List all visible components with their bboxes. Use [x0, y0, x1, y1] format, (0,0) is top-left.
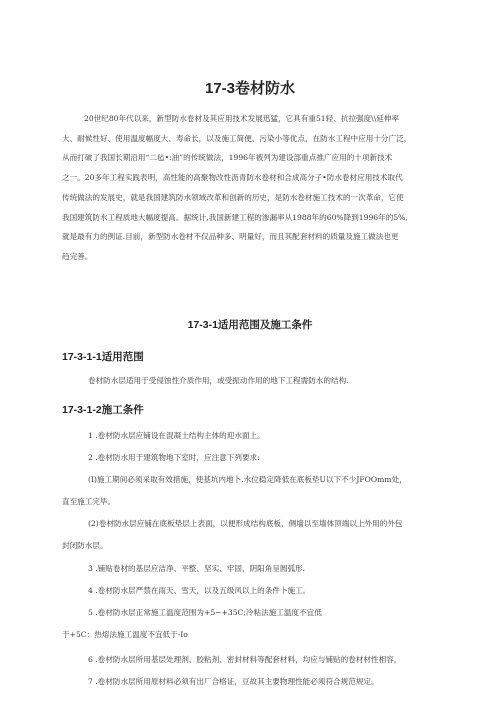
intro-paragraph	[62, 109, 440, 267]
page-title: 17-3卷材防水	[204, 80, 296, 97]
list-item: 4 .卷材防水层严禁在雨天、雪天，以及五级风以上的条件卜施工。	[88, 586, 311, 595]
list-item: 5 .卷材防水层正常施工温度范围为+5~+35C;冷粘法施工温度不宜低	[88, 608, 322, 617]
list-item: 封闭防水层。	[62, 541, 108, 550]
scope-text: 卷材防水层适用于受侵蚀性介质作用，或受振动作用的地下工程需防水的结构.	[88, 376, 349, 385]
list-item: (2)卷材防水层应铺在底板垫层上表面，以便形成结构底板，侧墙以至墙体顶端以上外用的外包	[88, 519, 403, 528]
intro-line: 就是最有力的例证.目前，新型防水卷材不仅品种多、明量好，而且其配套材料的质量及施工做法也更	[62, 232, 399, 242]
intro-line: 大、耐候性好、使用温度幅度大、寿命长，以及施工简便、污染小等优点，在防水工程中应用十分广泛，	[62, 133, 412, 143]
list-item: 6 .卷材防水层所用基层处理剂、胶粘剂、密封材料等配套材料，均应与铺贴的卷材材性相容，	[88, 655, 402, 664]
intro-line: 趋完善。	[62, 251, 93, 261]
subsection-title-scope: 17-3-1-1适用范围	[62, 351, 144, 363]
list-item: 直至施工完毕。	[62, 497, 116, 506]
intro-line: 传统做法的发展史，就是我国建筑防水领域改革和创新的历史，是防水卷材施工技术的一次革命，它使	[62, 192, 404, 202]
intro-line: 从而打破了我国长期沿用“二毡•:油”的传统做法，1996年被列为建设部重点推广应用的十项新技术	[62, 153, 393, 163]
list-item: 7 .卷材防水层所用原材料必须有出厂合格证，豆故其主要物理性能必须符合规范规定。	[88, 677, 379, 686]
intro-line: 之一。20多年工程实践表明，高性能的高聚物改性沥青防水卷材和合成高分子•防水卷材应用技术取代	[62, 173, 403, 183]
list-item: (I)施工期间必须采取有效措施，使基坑内地卜.水位稳定降低在底板垫U以下不少JFOOmm处，	[88, 475, 407, 484]
list-item: 于+5C：热熔法施工温度不宜低于-Io	[62, 630, 188, 639]
section-title: 17-3-1适用范围及施工条件	[187, 319, 313, 331]
intro-line: 20世纪80年代以来，新型防水卷材及其应用技术发展迅猛，它具有重51轻、抗拉强度\\延伸率	[84, 114, 400, 123]
list-item: 3 .铺贴卷材的基层应洁净、平整、坚实、牢固，阴阳角呈圆弧形.	[88, 564, 306, 573]
list-item: 2 .卷材防水用于建筑物地下室时，应注意下列要求:	[88, 453, 260, 462]
list-item: 1 .卷材防水层应铺设在混凝土结构主体的迎水面上。	[88, 431, 265, 440]
intro-line: 我国建筑防水工程质地大幅度提高。据统计,我国新建工程的渗漏率从1988年的60%降到1996年的5%,	[62, 212, 408, 222]
subsection-title-conditions: 17-3-1-2施工条件	[62, 404, 144, 416]
